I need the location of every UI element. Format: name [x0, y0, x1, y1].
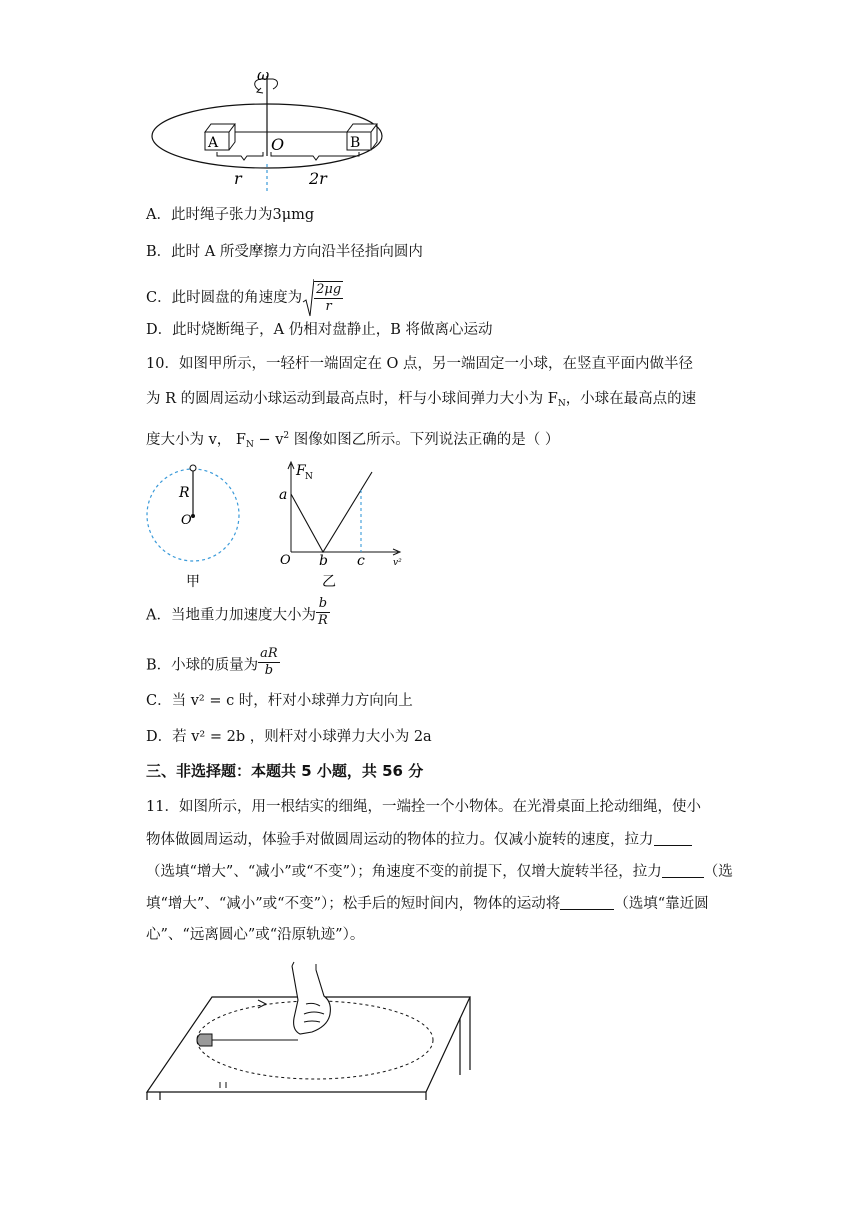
q10-b-denominator: b	[264, 663, 274, 678]
q10-option-a: A．当地重力加速度大小为 $\frac{b}{R}$	[146, 596, 328, 628]
section-heading: 三、非选择题：本题共 5 小题，共 56 分	[146, 762, 424, 780]
figure-yi	[268, 458, 418, 590]
q9-c-denominator: r	[325, 298, 332, 314]
q10-stem-line2: 为 R 的圆周运动小球运动到最高点时，杆与小球间弹力大小为 $F_N$，小球在最高点的速	[146, 391, 697, 409]
q9-option-a: A．此时绳子张力为3μmg	[146, 207, 315, 223]
svg-text:N: N	[305, 472, 313, 482]
svg-text:A: A	[208, 135, 219, 151]
q10-stem-line3: 度大小为 v， $F_N - v^2$ 图像如图乙所示。下列说法正确的是（ ）	[146, 431, 560, 450]
rotating-disk-figure	[145, 66, 395, 196]
caption-jia: 甲	[186, 574, 200, 590]
q10-option-c: C．当 v² = c 时，杆对小球弹力方向向上	[146, 693, 413, 709]
q10-a-numerator: b	[316, 596, 330, 613]
q11-line1: 11．如图所示，用一根结实的细绳，一端拴一个小物体。在光滑桌面上抡动细绳，使小	[146, 799, 701, 815]
block-a	[205, 124, 235, 151]
sqrt-expression	[302, 278, 343, 318]
q9-option-d: D．此时烧断绳子，A 仍相对盘静止，B 将做离心运动	[146, 322, 493, 338]
q9-option-b: B．此时 A 所受摩擦力方向沿半径指向圆内	[146, 244, 423, 260]
svg-text:a: a	[279, 487, 288, 503]
answer-blank-3[interactable]	[560, 893, 614, 910]
q10-b-numerator: aR	[260, 646, 278, 661]
omega-label: ω	[257, 66, 270, 84]
svg-text:R: R	[179, 485, 190, 501]
center-o-label: O	[271, 135, 285, 154]
svg-text:B: B	[350, 135, 361, 151]
q10-stem-line1: 10．如图甲所示，一轻杆一端固定在 O 点，另一端固定一小球，在竖直平面内做半径	[146, 356, 694, 372]
q9-option-c	[146, 278, 343, 318]
q9-option-c-text: C．此时圆盘的角速度为	[146, 290, 303, 306]
q11-line4: 填“增大”、“减小”或“不变”）；松手后的短时间内，物体的运动将 （选填“靠近圆	[146, 893, 709, 914]
svg-text:F: F	[296, 463, 306, 479]
hand	[292, 966, 330, 1034]
svg-text:v²: v²	[393, 558, 402, 568]
figure-jia	[140, 460, 250, 590]
block-b	[347, 124, 377, 151]
q10-option-b: B．小球的质量为 $\frac{aR}{b}$	[146, 646, 278, 678]
ball	[190, 465, 196, 471]
q11-line2: 物体做圆周运动，体验手对做圆周运动的物体的拉力。仅减小旋转的速度，拉力	[146, 829, 692, 850]
radius-2r-label: 2r	[309, 169, 327, 188]
svg-text:b: b	[319, 553, 328, 569]
answer-blank-1[interactable]	[654, 829, 692, 846]
caption-yi: 乙	[322, 574, 336, 590]
fn-v2-line	[291, 472, 372, 552]
q9-c-numerator: 2μg	[316, 281, 342, 297]
q11-line3: （选填“增大”、“减小”或“不变”）；角速度不变的前提下，仅增大旋转半径，拉力 （选	[146, 861, 733, 882]
table-swing-figure	[140, 960, 480, 1100]
answer-blank-2[interactable]	[662, 861, 704, 878]
q10-option-d: D．若 v² = 2b ，则杆对小球弹力大小为 2a	[146, 729, 432, 745]
svg-text:c: c	[357, 553, 365, 569]
svg-text:O: O	[280, 553, 291, 568]
radius-r-label: r	[234, 169, 242, 188]
q10-a-denominator: R	[317, 613, 328, 628]
q11-line5: 心”、“远离圆心”或“沿原轨迹”）。	[146, 927, 365, 943]
small-object	[197, 1034, 212, 1046]
svg-text:O: O	[181, 513, 192, 528]
